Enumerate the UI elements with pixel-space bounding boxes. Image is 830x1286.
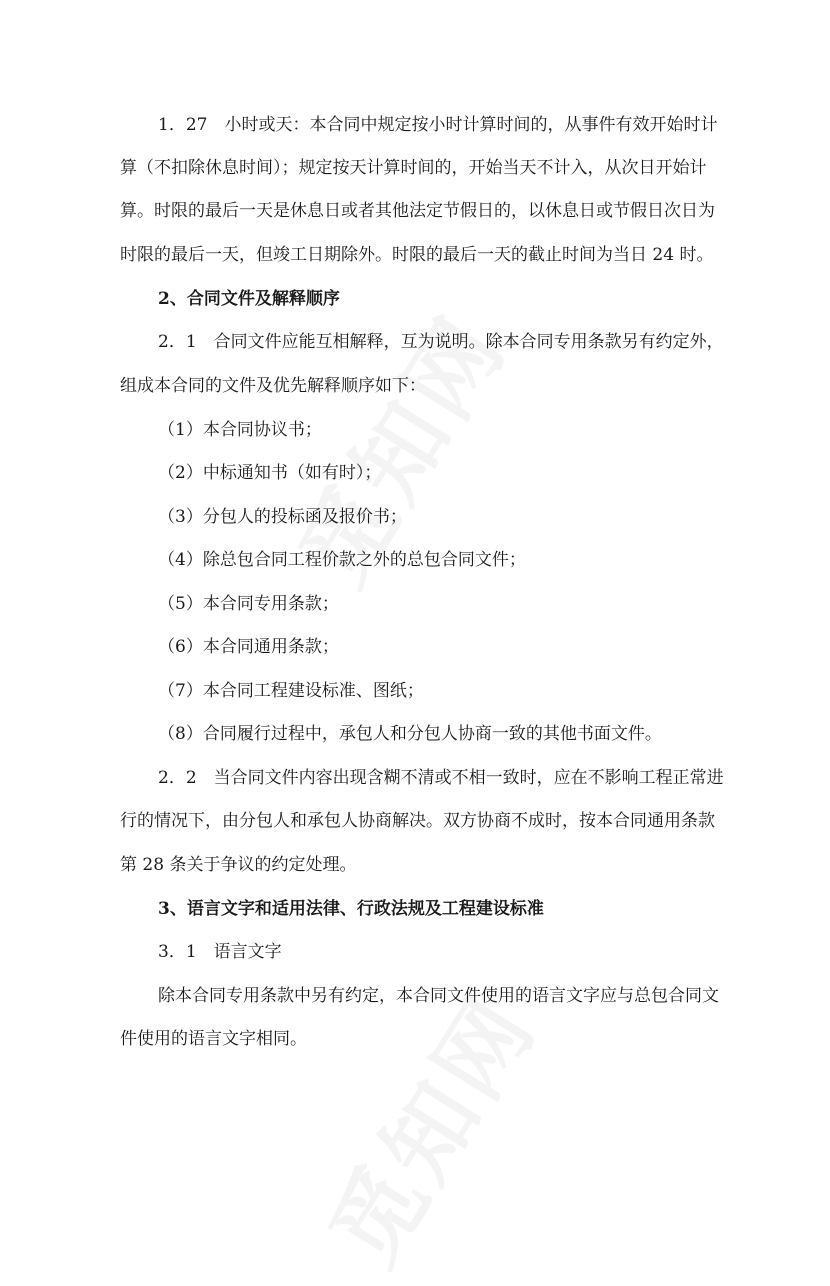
- paragraph-line: 2．2 当合同文件内容出现含糊不清或不相一致时，应在不影响工程正常进: [158, 768, 724, 788]
- list-item: （8）合同履行过程中，承包人和分包人协商一致的其他书面文件。: [158, 724, 662, 744]
- paragraph-line: 行的情况下，由分包人和承包人协商解决。双方协商不成时，按本合同通用条款: [120, 811, 715, 831]
- list-item: （1）本合同协议书；: [158, 420, 322, 440]
- list-item: （5）本合同专用条款；: [158, 594, 339, 614]
- subsection-heading: 3．1 语言文字: [158, 942, 282, 962]
- section-heading: 3、语言文字和适用法律、行政法规及工程建设标准: [158, 899, 544, 919]
- paragraph-line: 算。时限的最后一天是休息日或者其他法定节假日的，以休息日或节假日次日为: [120, 201, 715, 221]
- paragraph-line: 时限的最后一天，但竣工日期除外。时限的最后一天的截止时间为当日 24 时。: [120, 245, 714, 265]
- section-heading: 2、合同文件及解释顺序: [158, 289, 340, 309]
- paragraph-line: 1．27 小时或天：本合同中规定按小时计算时间的，从事件有效开始时计: [158, 115, 718, 135]
- list-item: （4）除总包合同工程价款之外的总包合同文件；: [158, 550, 526, 570]
- list-item: （6）本合同通用条款；: [158, 637, 339, 657]
- paragraph-line: 除本合同专用条款中另有约定，本合同文件使用的语言文字应与总包合同文: [158, 986, 719, 1006]
- paragraph-line: 算（不扣除休息时间）；规定按天计算时间的，开始当天不计入，从次日开始计: [120, 158, 707, 178]
- paragraph-line: 2．1 合同文件应能互相解释，互为说明。除本合同专用条款另有约定外，: [158, 332, 724, 352]
- list-item: （3）分包人的投标函及报价书；: [158, 507, 407, 527]
- list-item: （7）本合同工程建设标准、图纸；: [158, 681, 424, 701]
- paragraph-line: 组成本合同的文件及优先解释顺序如下：: [120, 376, 426, 396]
- list-item: （2）中标通知书（如有时）；: [158, 463, 382, 483]
- paragraph-line: 件使用的语言文字相同。: [120, 1029, 307, 1049]
- paragraph-line: 第 28 条关于争议的约定处理。: [120, 855, 357, 875]
